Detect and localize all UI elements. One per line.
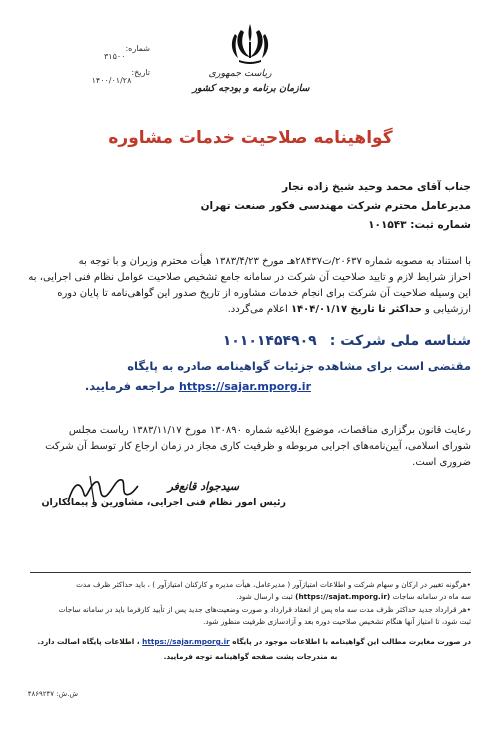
law-line-1: رعایت قانون برگزاری مناقصات، موضوع ابلاغیه شماره ۱۳۰۸۹۰ مورخ ۱۳۸۳/۱۱/۱۷ ریاست مجلس — [68, 425, 471, 436]
org-line-2: سازمان برنامه و بودجه کشور — [192, 83, 310, 94]
org-line-1: ریاست جمهوری — [208, 68, 272, 79]
sajat-link[interactable]: (https://sajat.mporg.ir) — [295, 592, 391, 601]
footnote-2-cont: ثبت شود، تا امتیاز آنها هنگام تشخیص صلاحیت دوره بعد و آزادسازی ظرفیت منظور شود. — [203, 617, 471, 626]
national-id — [223, 330, 471, 349]
letter-date — [58, 68, 150, 87]
law-line-3: ضروری است. — [412, 457, 471, 468]
body-line-4-post: اعلام می‌گردد. — [227, 304, 288, 315]
letter-number-value: ۳۱۵۰۰ — [104, 52, 126, 61]
certificate-title: گواهینامه صلاحیت خدمات مشاوره — [108, 128, 393, 148]
body-line-2: احراز شرایط لازم و تایید صلاحیت آن شرکت در سامانه جامع تشخیص صلاحیت عوامل نظام فنی اجرایی، به — [28, 272, 471, 283]
law-line-2: شورای اسلامی، آیین‌نامه‌های اجرایی مربوطه و ظرفیت کاری مجاز در زمان ارجاع کار توسط آن شرکت — [45, 441, 471, 452]
footnote-1-c: ثبت و ارسال شود. — [236, 592, 293, 601]
footer-divider — [30, 572, 471, 573]
validity-date: حداکثر تا تاریخ ۱۴۰۴/۰۱/۱۷ — [290, 304, 422, 315]
footnote-3 — [30, 636, 471, 647]
letter-number — [58, 44, 150, 63]
registration-number — [368, 219, 471, 231]
serial-label: ش.ش: — [56, 690, 78, 698]
recipient-name: جناب آقای محمد وحید شیخ زاده نجار — [282, 181, 471, 193]
notice-line-2 — [85, 379, 311, 393]
notice-line-2-post: مراجعه فرمایید. — [84, 379, 176, 393]
serial-number — [18, 690, 78, 698]
letter-date-label: تاریخ: — [131, 68, 150, 77]
footnote-3-pre: در صورت مغایرت مطالب این گواهینامه با اطلاعات موجود در پایگاه — [232, 637, 471, 646]
footnote-3-post: ، اطلاعات پایگاه اصالت دارد. — [37, 637, 140, 646]
sajar-link[interactable]: https://sajar.mporg.ir — [179, 380, 311, 393]
footnote-1-cont — [30, 591, 471, 602]
national-id-value: ۱۰۱۰۱۴۵۴۹۰۹ — [222, 333, 317, 349]
notice-line-1: مقتضی است برای مشاهده جزئیات گواهینامه صادره به پایگاه — [127, 359, 471, 373]
signatory-title: رئیس امور نظام فنی اجرایی، مشاورین و پیمانکاران — [41, 497, 286, 508]
national-id-label: شناسه ملی شرکت : — [329, 333, 471, 349]
letter-date-value: ۱۴۰۰/۰۱/۲۸ — [91, 76, 132, 85]
body-line-4-pre: ارزشیابی و — [424, 304, 471, 315]
footnote-2: •هر قرارداد جدید حداکثر ظرف مدت سه ماه پس از انعقاد قرارداد و صورت وضعیت‌های جدید پس از تأیید کارفرما باید در سامانه ساجات — [58, 605, 471, 614]
body-line-3: این وسیله صلاحیت آن شرکت برای انجام خدمات مشاوره از تاریخ صدور این گواهی‌نامه تا پایان دوره — [57, 288, 471, 299]
serial-value: ۴۸۶۹۲۴۷ — [27, 690, 55, 698]
letter-number-label: شماره: — [125, 44, 150, 53]
body-line-4 — [26, 302, 471, 318]
registration-number-label: شماره ثبت: — [410, 219, 471, 231]
recipient-position: مدیرعامل محترم شرکت مهندسی فکور صنعت تهران — [200, 200, 471, 212]
registration-number-value: ۱۰۱۵۴۳ — [368, 219, 407, 231]
footnote-1: •هرگونه تغییر در ارکان و سهام شرکت و اطلاعات امتیازآور ( مدیرعامل، هیأت مدیره و کارکنان امتیازآور ) ، باید حداکثر ظرف مدت — [76, 580, 471, 589]
footnote-4: به مندرجات پشت صفحه گواهینامه توجه فرمایید. — [163, 652, 338, 661]
footnote-sajar-link[interactable]: https://sajar.mporg.ir — [142, 637, 230, 646]
body-line-1: با استناد به مصوبه شماره ۲۰۶۳۷/ت۲۸۴۳۷هـ مورخ ۱۳۸۳/۴/۲۳ هیأت محترم وزیران و با توجه به — [78, 256, 471, 267]
footnote-1-b: سه ماه در سامانه ساجات — [392, 592, 471, 601]
iran-emblem-icon — [227, 22, 273, 66]
signatory-name: سیدجواد قانع‌فر — [167, 480, 239, 493]
